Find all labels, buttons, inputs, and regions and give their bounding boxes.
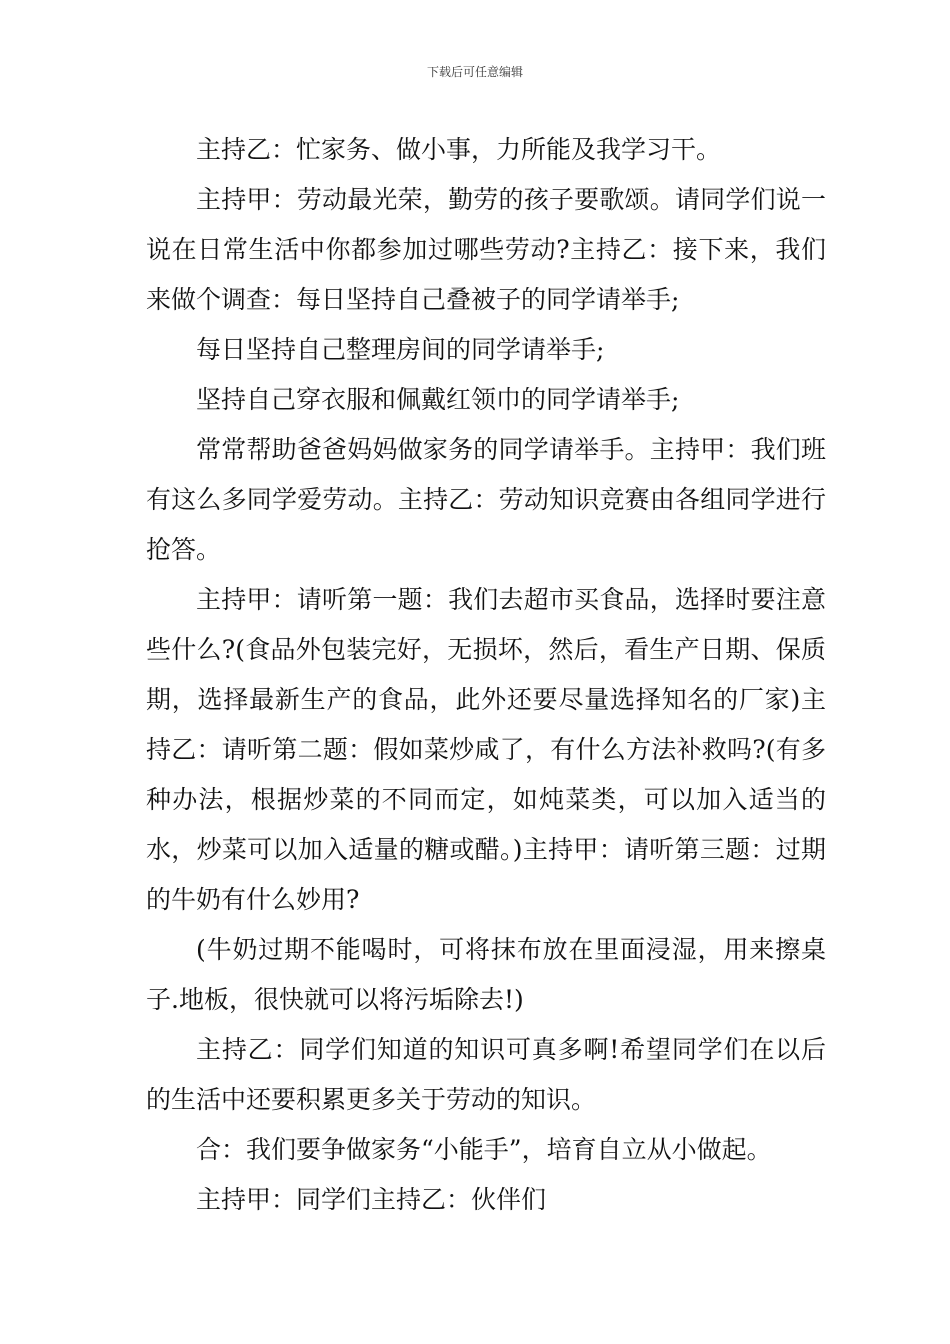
paragraph: 主持甲：同学们主持乙：伙伴们 (196, 1185, 547, 1214)
paragraph: 坚持自己穿衣服和佩戴红领巾的同学请举手; (196, 385, 680, 414)
paragraph: 常常帮助爸爸妈妈做家务的同学请举手。主持甲：我们班有这么多同学爱劳动。主持乙：劳动知识竞赛由各组同学进行抢答。 (146, 435, 826, 564)
paragraph: 主持甲：请听第一题：我们去超市买食品，选择时要注意些什么?(食品外包装完好，无损坏，然后，看生产日期、保质期，选择最新生产的食品，此外还要尽量选择知名的厂家)主持乙：请听第二题：假如菜炒咸了，有什么方法补救吗?(有多种办法，根据炒菜的不同而定，如炖菜类，可以加入适当的水，炒菜可以加入适量的糖或醋。)主持甲：请听第三题：过期的牛奶有什么妙用? (146, 585, 826, 914)
paragraph: 主持甲：劳动最光荣，勤劳的孩子要歌颂。请同学们说一说在日常生活中你都参加过哪些劳动?主持乙：接下来，我们来做个调查：每日坚持自己叠被子的同学请举手; (146, 185, 826, 314)
paragraph: 合：我们要争做家务“小能手”，培育自立从小做起。 (196, 1135, 772, 1164)
paragraph: 每日坚持自己整理房间的同学请举手; (196, 335, 605, 364)
document-body (146, 125, 826, 1225)
page-header: 下载后可任意编辑 (426, 65, 523, 79)
paragraph: 主持乙：同学们知道的知识可真多啊!希望同学们在以后的生活中还要积累更多关于劳动的知识。 (146, 1035, 826, 1114)
paragraph: 主持乙：忙家务、做小事，力所能及我学习干。 (196, 135, 722, 164)
paragraph: (牛奶过期不能喝时，可将抹布放在里面浸湿，用来擦桌子.地板，很快就可以将污垢除去!) (146, 935, 826, 1014)
